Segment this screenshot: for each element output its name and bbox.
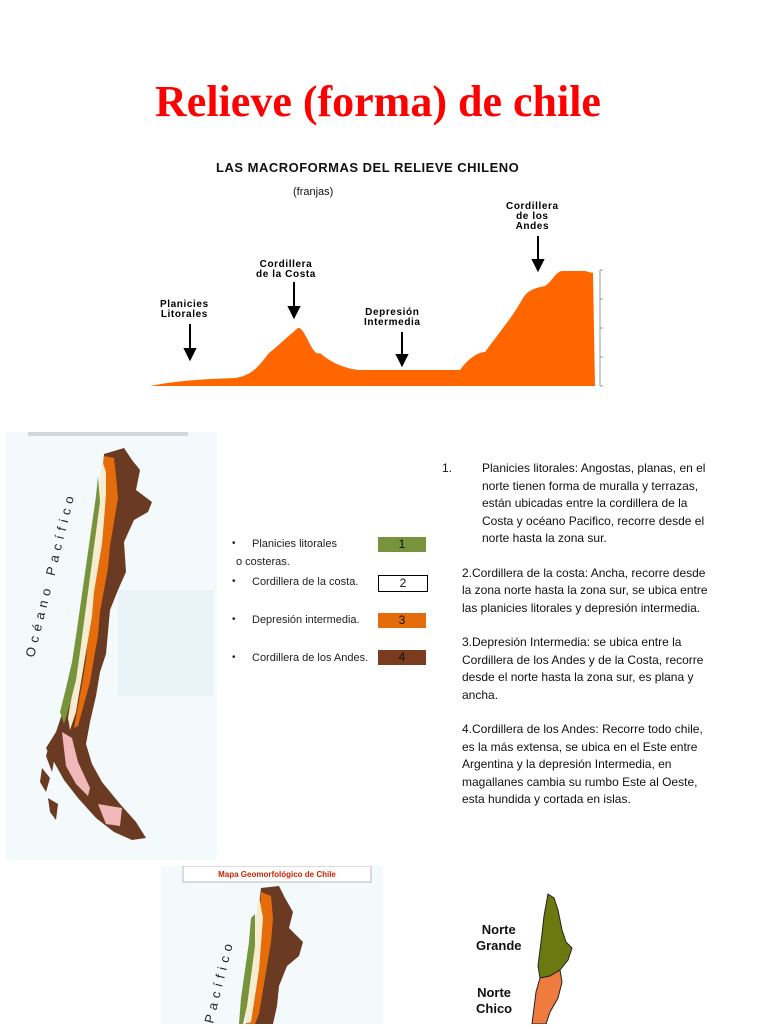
label-depresion-intermedia: Depresión Intermedia — [364, 307, 421, 328]
arrow-depresion-head — [397, 355, 407, 365]
description-item-4: 4.Cordillera de los Andes: Recorre todo chile, es la más extensa, se ubica en el Este entre Argentina y la depresión Intermedia, en magallanes cambia su rumbo Este al Oeste, esta hundida y cortada en islas. — [462, 722, 703, 806]
relief-profile-diagram — [140, 150, 640, 400]
legend-bullet: • — [232, 614, 236, 625]
ocean-label-text: Océano Pacífico — [22, 489, 79, 659]
legend-text-1: Planicies litorales — [252, 538, 337, 550]
description-item-2: 2.Cordillera de la costa: Ancha, recorre desde la zona norte hasta la zona sur, se ubica entre las planicies litorales y depresión intermedia. — [462, 565, 708, 615]
legend-text-4: Cordillera de los Andes. — [252, 652, 369, 664]
map-legend — [230, 530, 435, 680]
label-cordillera-andes: Cordillera de los Andes — [506, 201, 559, 232]
profile-arrows — [185, 236, 543, 365]
legend-bullet: • — [232, 652, 236, 663]
legend-text-2: Cordillera de la costa. — [252, 576, 359, 588]
legend-bullet: • — [232, 576, 236, 587]
zone-norte-grande-shape — [538, 894, 572, 978]
geomorphologic-map — [161, 866, 383, 1024]
ocean-label-map1 — [22, 490, 78, 659]
label-norte-chico: Norte Chico — [476, 985, 513, 1016]
legend-box-2: 2 — [378, 575, 428, 592]
profile-subtitle: (franjas) — [293, 186, 334, 198]
geomorphologic-map-header: Mapa Geomorfológico de Chile — [218, 870, 336, 879]
geomorphologic-map-graphic — [161, 866, 383, 1024]
label-norte-grande: Norte Grande — [476, 922, 522, 953]
arrow-planicies-head — [185, 349, 195, 359]
page-title: Relieve (forma) de chile — [155, 77, 601, 126]
relief-profile-shape — [150, 271, 595, 386]
zone-norte-chico-shape — [532, 970, 562, 1024]
legend-text-1-continuation: o costeras. — [236, 556, 290, 568]
description-item-1 — [442, 460, 712, 548]
legend-box-1: 1 — [378, 537, 426, 552]
chile-relief-map — [6, 432, 217, 860]
legend-box-4: 4 — [378, 650, 426, 665]
label-cordillera-costa: Cordillera de la Costa — [256, 259, 316, 280]
altitude-scale — [600, 270, 603, 386]
profile-title: LAS MACROFORMAS DEL RELIEVE CHILENO — [216, 160, 520, 175]
chile-map-graphic — [6, 432, 217, 860]
description-item-1-number: 1. — [442, 461, 453, 475]
relief-profile-graphic — [140, 150, 640, 400]
northern-zones-map — [470, 890, 580, 1024]
legend-bullet: • — [232, 538, 236, 549]
arrow-costa-head — [289, 307, 299, 317]
description-item-1-text: Planicies litorales: Angostas, planas, en el norte tienen forma de muralla y terrazas, están ubicadas entre la cordillera de la Costa y océano Pacifico, recorre desde el norte hasta la zona sur. — [482, 461, 706, 545]
label-planicies-litorales: Planicies Litorales — [160, 299, 209, 320]
legend-text-3: Depresión intermedia. — [252, 614, 360, 626]
ocean-label-map2 — [201, 937, 236, 1024]
arrow-andes-head — [533, 260, 543, 270]
description-item-3: 3.Depresión Intermedia: se ubica entre la Cordillera de los Andes y de la Costa, recorre desde el norte hasta la zona sur, es plana y ancha. — [462, 635, 704, 702]
relief-descriptions — [442, 460, 712, 826]
ocean-label-map2-text: Pacífico — [201, 937, 237, 1024]
legend-box-3: 3 — [378, 613, 426, 628]
